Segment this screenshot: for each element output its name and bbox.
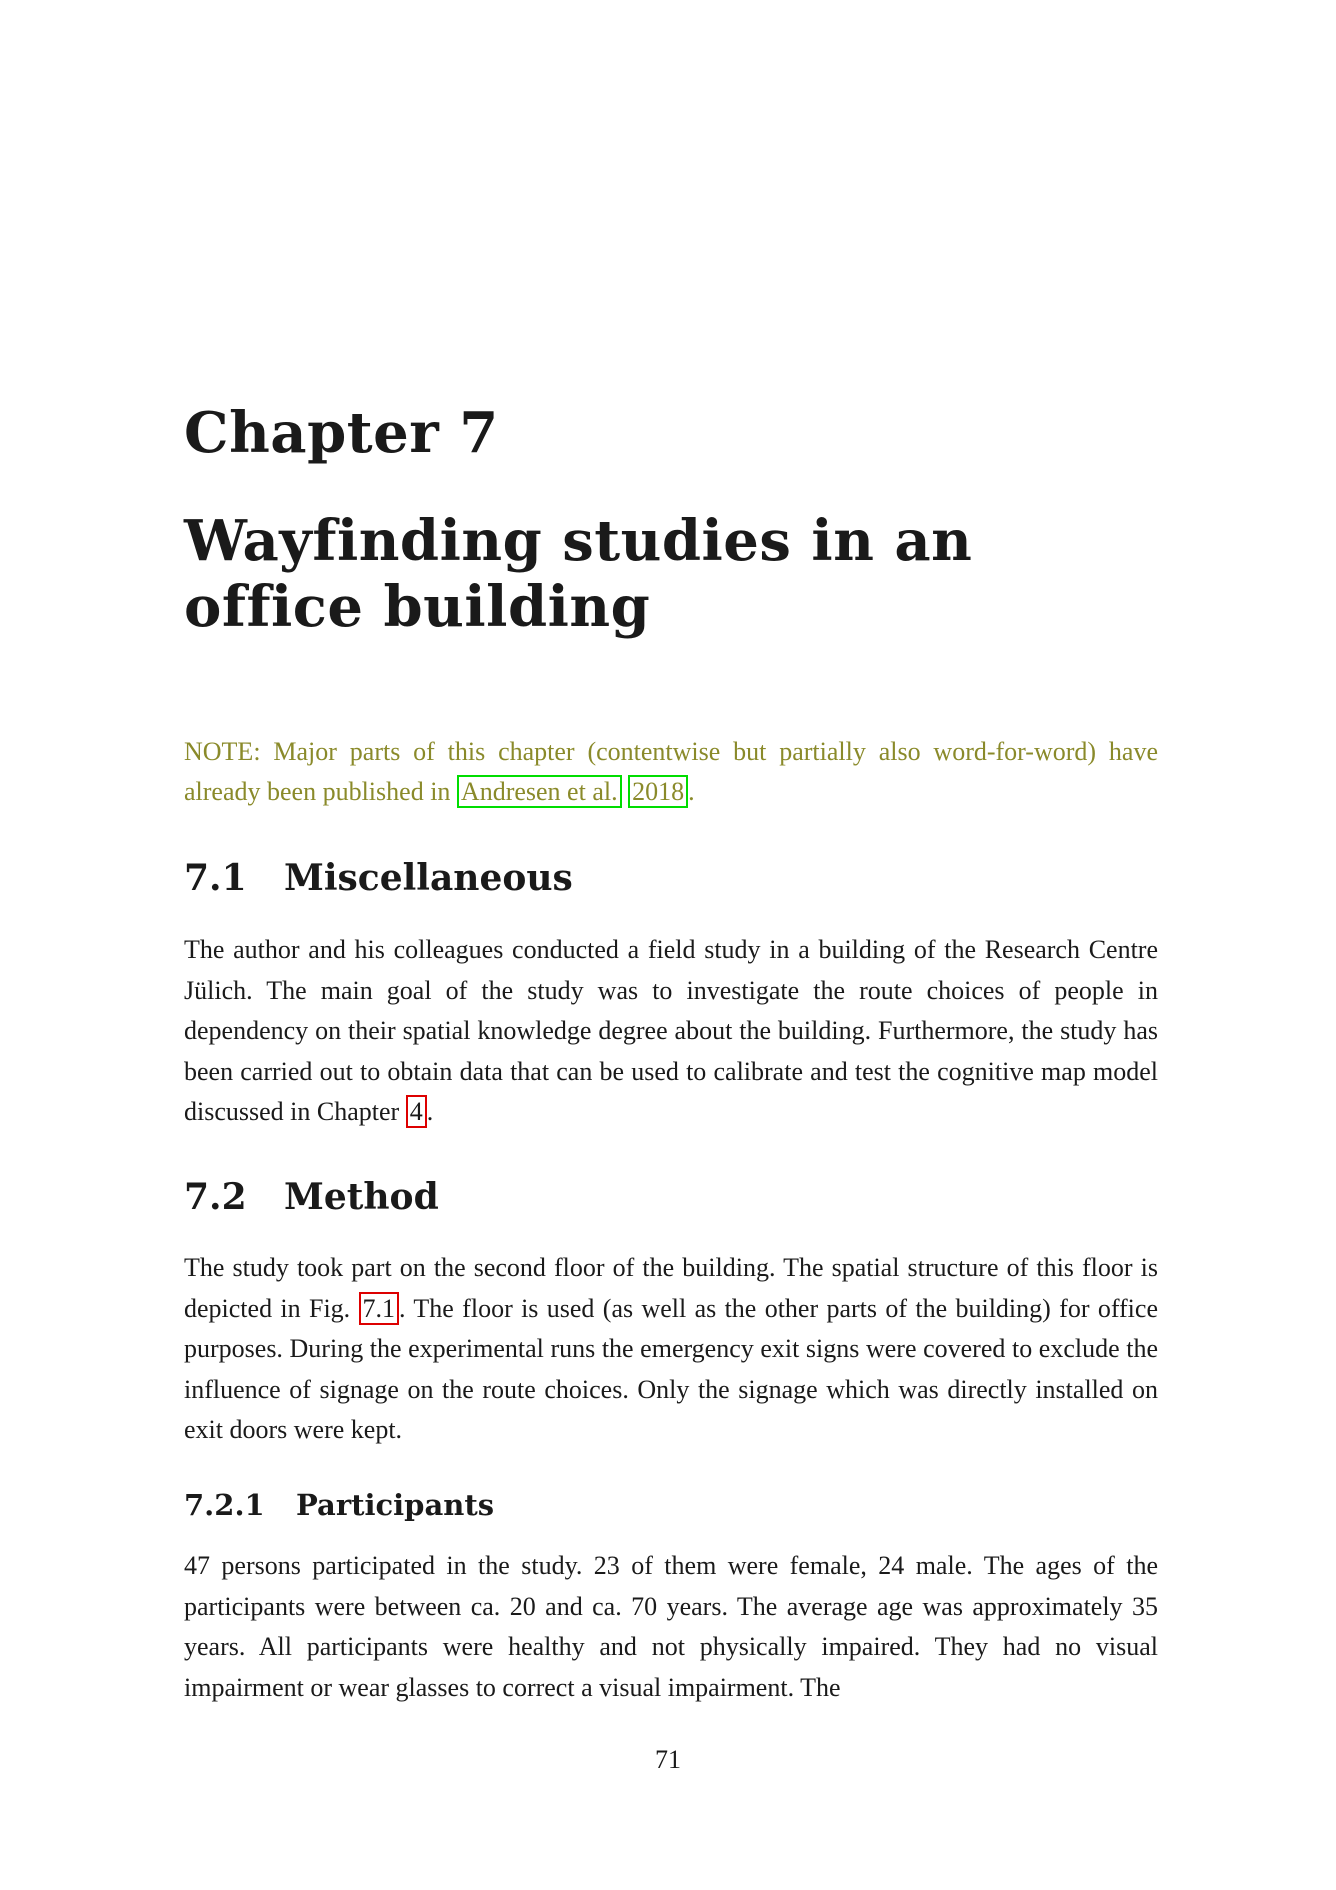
note-text: NOTE: Major parts of this chapter (contentwise but partially also word-for-word) have already been published in: [184, 737, 1158, 806]
paragraph-miscellaneous: [184, 930, 1158, 1133]
paragraph-text-end: . The floor is used (as well as the other parts of the building) for office purposes. During the experimental runs the emergency exit signs were covered to exclude the influence of signage on the route choices. Only the signage which was directly installed on exit doors were kept.: [184, 1293, 1158, 1444]
citation-link-authors[interactable]: Andresen et al.: [457, 775, 622, 808]
chapter-title: Wayfinding studies in an office building: [184, 508, 973, 640]
section-number: 7.1: [184, 857, 247, 899]
section-number: 7.2: [184, 1176, 247, 1218]
figure-ref-link[interactable]: 7.1: [359, 1292, 400, 1325]
paragraph-text-end: .: [426, 1097, 434, 1126]
paragraph-text: The study took part on the second floor of the building. The spatial structure of this floor is depicted in Fig.: [184, 1253, 1158, 1323]
subsection-heading-participants: [184, 1486, 494, 1524]
section-title: Miscellaneous: [284, 857, 573, 899]
paragraph-method: [184, 1248, 1158, 1451]
page-number: 71: [655, 1745, 681, 1774]
chapter-label: Chapter 7: [184, 400, 499, 466]
publication-note: [184, 732, 1158, 812]
section-title: Method: [284, 1176, 439, 1218]
section-heading-method: [184, 1175, 439, 1219]
subsection-number: 7.2.1: [184, 1488, 265, 1522]
section-heading-miscellaneous: [184, 856, 573, 900]
paragraph-text: The author and his colleagues conducted a field study in a building of the Research Centre Jülich. The main goal of the study was to investigate the route choices of people in dependency on their spatial knowledge degree about the building. Furthermore, the study has been carried out to obtain data that can be used to calibrate and test the cognitive map model discussed in Chapter: [184, 935, 1158, 1126]
paragraph-participants: 47 persons participated in the study. 23 of them were female, 24 male. The ages of the participants were between ca. 20 and ca. 70 years. The average age was approximately 35 years. All participants were healthy and not physically impaired. They had no visual impairment or wear glasses to correct a visual impairment. The: [184, 1551, 1158, 1702]
citation-link-year[interactable]: 2018: [628, 775, 688, 808]
note-text-end: .: [688, 777, 695, 806]
subsection-title: Participants: [296, 1488, 495, 1522]
chapter-ref-link[interactable]: 4: [406, 1095, 427, 1128]
